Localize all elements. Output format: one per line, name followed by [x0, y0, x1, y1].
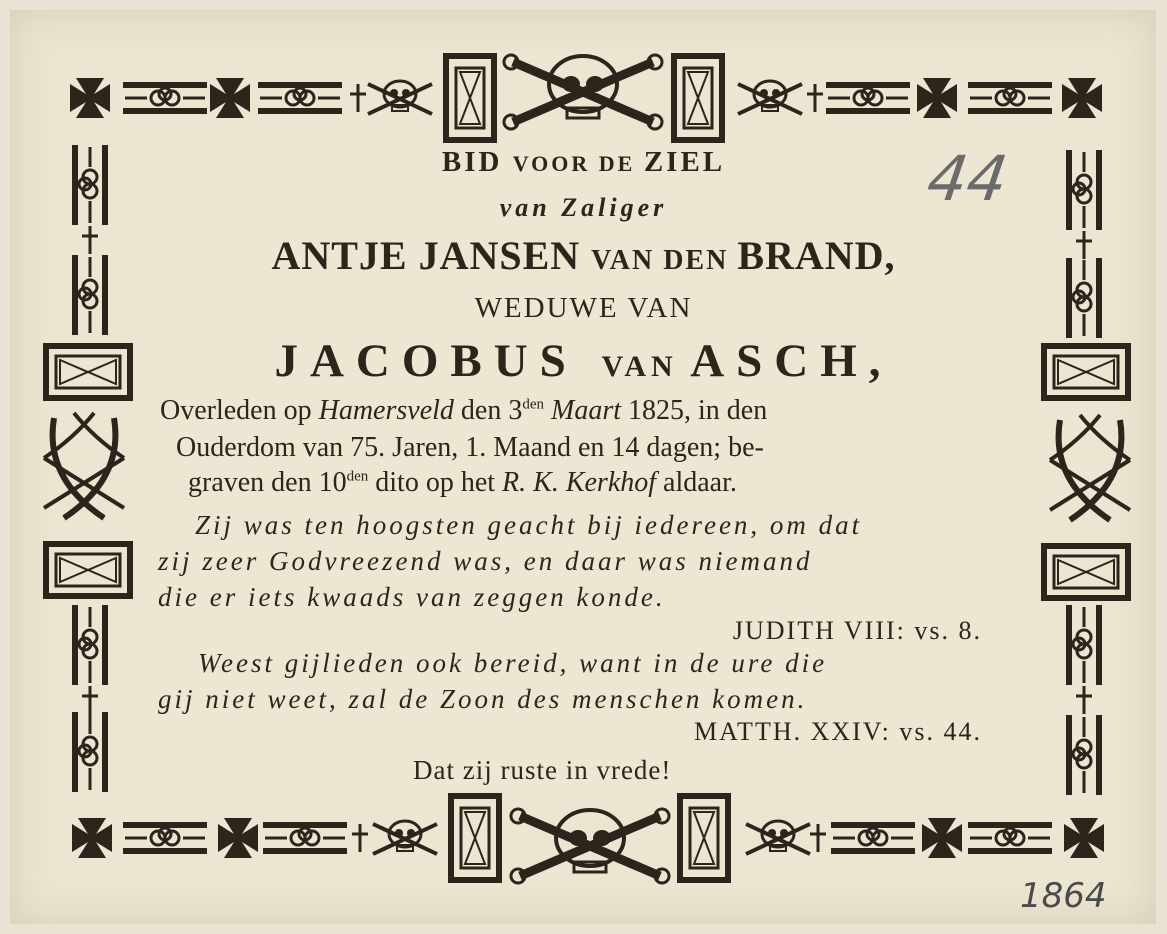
quote2-reference: MATTH. XXIV: vs. 44. — [694, 717, 982, 746]
quote2-line1: Weest gijlieden ook bereid, want in de ure die — [198, 648, 828, 678]
title-voor-de: VOOR DE — [512, 151, 644, 176]
text-span — [544, 395, 551, 426]
text-span: Overleden op — [160, 395, 319, 426]
name-part-2: VAN DEN — [591, 245, 738, 276]
husband-part-1: JACOBUS — [274, 335, 602, 387]
deceased-name — [0, 232, 1167, 279]
closing-line: Dat zij ruste in vrede! — [413, 755, 672, 785]
name-part-1: ANTJE JANSEN — [271, 233, 592, 278]
text-span: 1825, in den — [621, 395, 768, 426]
husband-part-3: ASCH, — [690, 335, 893, 387]
husband-part-2: VAN — [601, 350, 691, 383]
handwritten-number-top: 44 — [922, 142, 1013, 215]
month-name: Maart — [551, 395, 622, 426]
name-part-3: BRAND, — [737, 233, 896, 278]
death-details-line — [160, 395, 1015, 427]
title-bid: BID — [441, 146, 513, 178]
age-line: Ouderdom van 75. Jaren, 1. Maand en 14 dagen; be- — [176, 432, 764, 463]
quote1-reference: JUDITH VIII: vs. 8. — [732, 616, 982, 645]
husband-name — [0, 334, 1167, 388]
quote2-line2: gij niet weet, zal de Zoon des menschen komen. — [158, 684, 808, 714]
superscript: den — [346, 468, 369, 485]
quote1-line2: zij zeer Godvreezend was, en daar was niemand — [158, 546, 813, 576]
text-span: dito op het — [368, 467, 503, 498]
cross-ornament — [70, 78, 110, 118]
cemetery-name: R. K. Kerkhof — [502, 467, 657, 498]
title-ziel: ZIEL — [643, 146, 726, 178]
handwritten-number-bottom: 1864 — [1020, 876, 1107, 916]
quote1-line3: die er iets kwaads van zeggen konde. — [158, 582, 666, 612]
text-span: den 3 — [453, 395, 523, 426]
place-name: Hamersveld — [318, 395, 454, 426]
quote1-line1: Zij was ten hoogsten geacht bij iedereen, om dat — [195, 510, 863, 540]
text-span: graven den 10 — [188, 467, 347, 498]
widow-of-line: WEDUWE VAN — [474, 292, 693, 324]
superscript: den — [522, 396, 545, 413]
subtitle-line: van Zaliger — [499, 193, 668, 222]
text-span: aldaar. — [656, 467, 737, 498]
burial-line — [188, 467, 1043, 499]
